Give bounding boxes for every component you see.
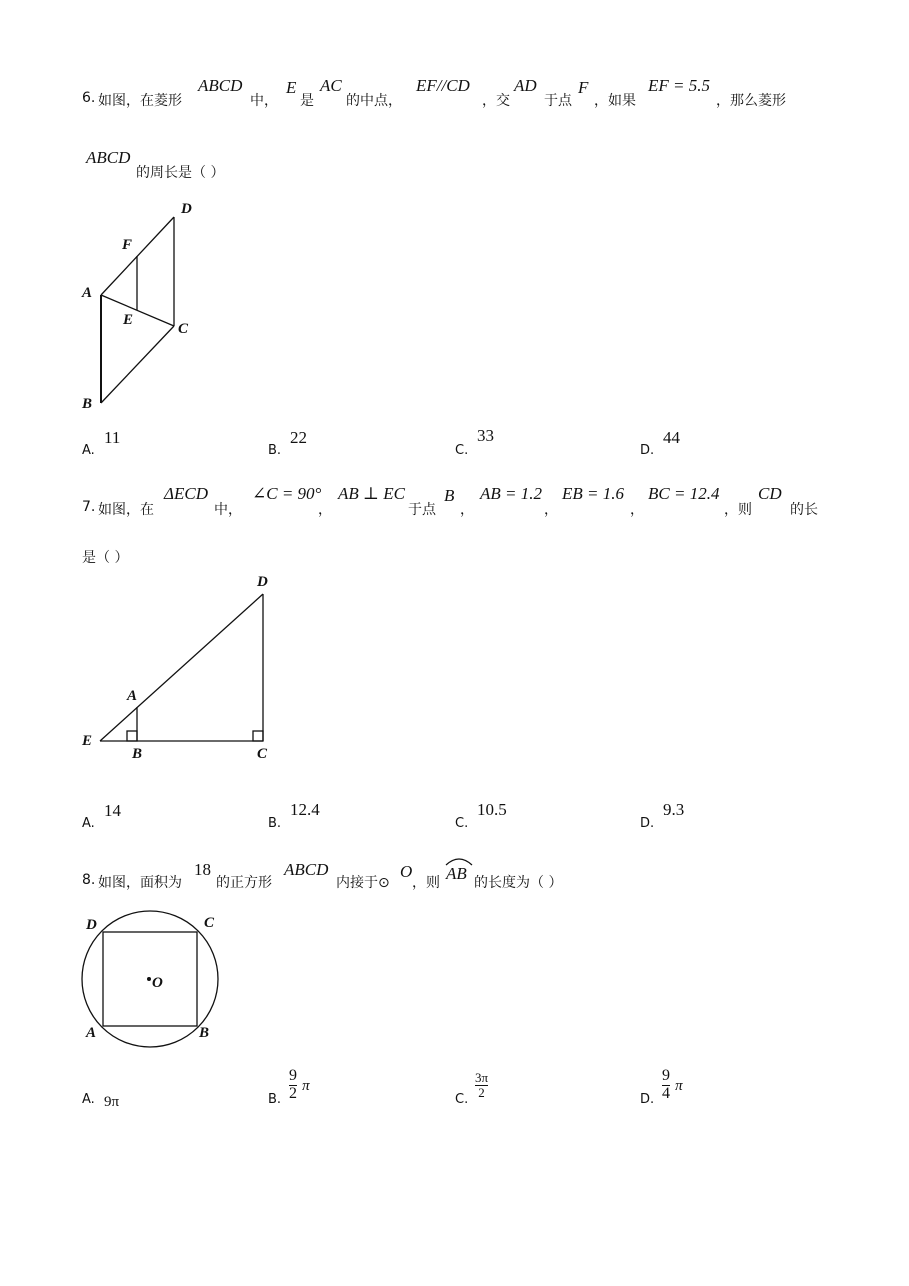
q8-number: 8. xyxy=(82,872,96,888)
label-A: A xyxy=(82,285,93,301)
q7-number: 7. xyxy=(82,499,96,515)
label-E: E xyxy=(123,312,134,328)
fraction: $\frac{9}{2}$ xyxy=(289,1067,297,1102)
label-C: C xyxy=(178,321,189,337)
label-C: C xyxy=(257,746,268,762)
label-A: A xyxy=(86,1025,97,1041)
label-B: B xyxy=(199,1025,210,1041)
fraction: $\frac{9}{4}$ xyxy=(662,1067,670,1102)
label-F: F xyxy=(122,237,133,253)
fraction: $\frac{3\pi}{2}$ xyxy=(475,1070,489,1100)
label-D: D xyxy=(86,917,97,933)
label-D: D xyxy=(257,574,268,590)
label-E: E xyxy=(82,733,93,749)
center-point xyxy=(147,977,151,981)
q6-number: 6. xyxy=(82,90,96,106)
label-C: C xyxy=(204,915,215,931)
label-O: O xyxy=(152,975,163,991)
label-B: B xyxy=(82,396,93,412)
label-B: B xyxy=(132,746,143,762)
label-D: D xyxy=(181,201,192,217)
label-A: A xyxy=(127,688,138,704)
